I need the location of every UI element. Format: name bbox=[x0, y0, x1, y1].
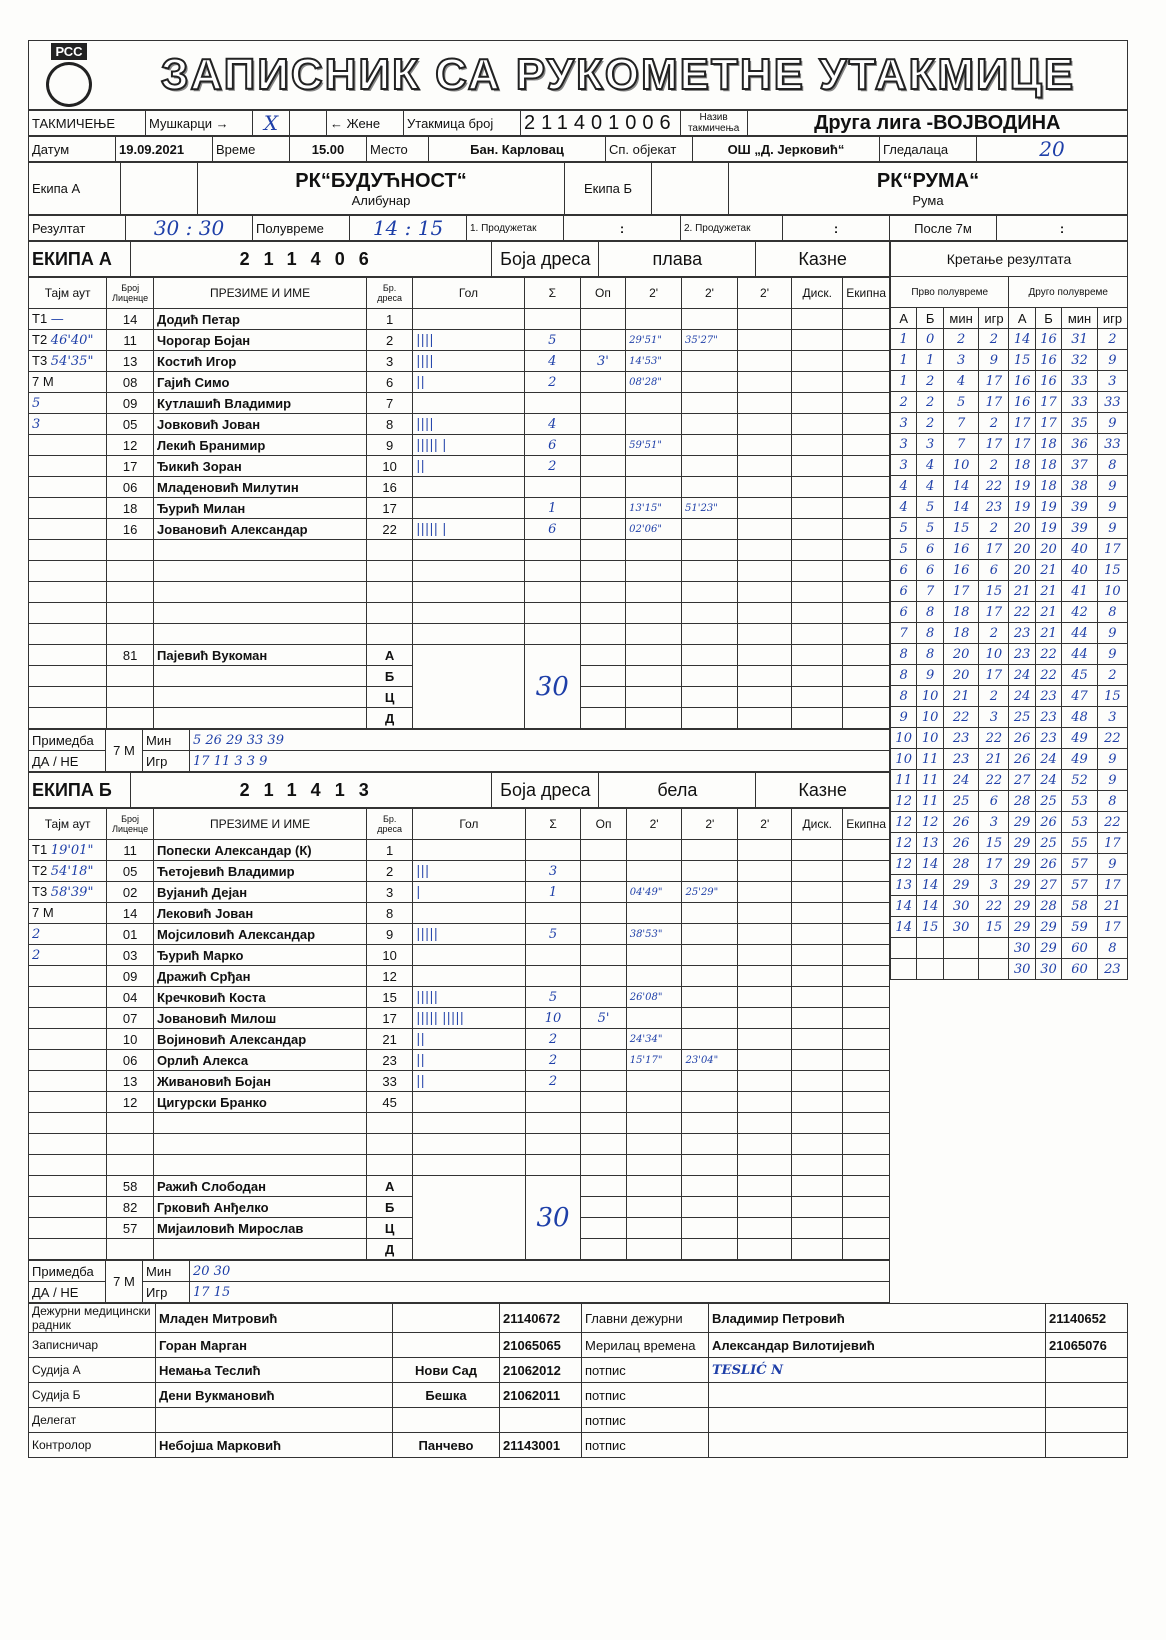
empty-row bbox=[29, 582, 890, 603]
player-row: 2 03 Ђурић Марко 10 bbox=[29, 945, 890, 966]
team-b-players: Тајм аут Број Лиценце ПРЕЗИМЕ И ИМЕ Бр. дреса Гол Σ Оп 2' 2' 2' Диск. Екипна T1 19'01" 11 Попески Александар (К) 1 T2 54'18" 05 Ћетојевић Владимир 2 ||| 3 T3 58'39" 02 Вујанић Дејан 3 | 1 04'49" 25'29" 7 M 14 Лековић Јован 8 2 01 Мојсиловић Александар 9 ||||| 5 38'53" 2 03 Ђурић Марко 10 09 Дражић Срђан 12 04 Кречковић Коста 15 ||||| 5 26'08" 07 Јовановић Милош 17 ||||| ||||| 10 5' 10 Војиновић Александар 21 || 2 24'34" 06 Орлић Алекса 23 || 2 15'17" 23'04" 13 Живановић Бојан 33 || 2 12 Цигурски Бранко 45 58 Ражић Слободан А 30 82 Грковић Анђелко Б 57 Мијаиловић Мирослав Ц Д bbox=[28, 808, 890, 1260]
competition-name-label: Назив такмичења bbox=[680, 111, 747, 136]
footer-row: Судија Б Дени Вукмановић Бешка 21062011 потпис bbox=[29, 1383, 1128, 1408]
footer-row: Судија А Немања Теслић Нови Сад 21062012 потпис TESLIĆ N bbox=[29, 1358, 1128, 1383]
empty-row bbox=[29, 603, 890, 624]
date-label: Датум bbox=[29, 137, 116, 162]
team-a-table bbox=[28, 241, 890, 277]
team-a-jersey: плава bbox=[599, 242, 756, 277]
player-row: T3 54'35" 13 Костић Игор 3 |||| 4 3' 14'53" bbox=[29, 351, 890, 372]
after7-value: : bbox=[997, 216, 1128, 241]
player-row: 10 Војиновић Александар 21 || 2 24'34" bbox=[29, 1029, 890, 1050]
progress-row: 10 11 23 21 26 24 49 9 bbox=[891, 749, 1128, 770]
team-a-note-label: Примедба bbox=[29, 730, 106, 751]
result-table bbox=[28, 215, 1128, 241]
women-label: ← Жене bbox=[327, 111, 404, 136]
progress-row: 5 5 15 2 20 19 39 9 bbox=[891, 518, 1128, 539]
progress-row: 9 10 22 3 25 23 48 3 bbox=[891, 707, 1128, 728]
team-a-code: 211406 bbox=[131, 242, 492, 277]
empty-row bbox=[29, 1113, 890, 1134]
team-b-cell bbox=[729, 163, 1128, 215]
progress-row: 3 2 7 2 17 17 35 9 bbox=[891, 413, 1128, 434]
progress-row: 3 4 10 2 18 18 37 8 bbox=[891, 455, 1128, 476]
info-table bbox=[28, 110, 1128, 136]
progress-row: 30 30 60 23 bbox=[891, 959, 1128, 980]
team-a-label: Екипа А bbox=[29, 163, 121, 215]
team-a-player-rows bbox=[29, 309, 890, 729]
team-b-7m-table: Примедба 7 М Мин 20 30 ДА / НЕ Игр 17 15 bbox=[28, 1260, 890, 1303]
col-disq: Диск. bbox=[792, 278, 843, 309]
progress-row: 8 8 20 10 23 22 44 9 bbox=[891, 644, 1128, 665]
time-label: Време bbox=[213, 137, 290, 162]
venue-value: ОШ „Д. Јерковић“ bbox=[693, 137, 880, 162]
total-goals: 30 bbox=[525, 1176, 581, 1260]
team-b-section-label: ЕКИПА Б bbox=[29, 773, 131, 808]
col-warning: Оп bbox=[580, 278, 625, 309]
col-license: Број Лиценце bbox=[107, 278, 154, 309]
progress-row: 1 1 3 9 15 16 32 9 bbox=[891, 350, 1128, 371]
official-row: Д bbox=[29, 1239, 890, 1260]
score-progress bbox=[890, 241, 1128, 1303]
col-team: Екипна bbox=[843, 278, 890, 309]
team-b-jersey: бела bbox=[599, 773, 756, 808]
player-row: 2 01 Мојсиловић Александар 9 ||||| 5 38'53" bbox=[29, 924, 890, 945]
footer-row: Делегат потпис bbox=[29, 1408, 1128, 1433]
player-row: 12 Лекић Бранимир 9 ||||| | 6 59'51" bbox=[29, 435, 890, 456]
empty-row bbox=[29, 624, 890, 645]
player-row: 12 Цигурски Бранко 45 bbox=[29, 1092, 890, 1113]
main-area bbox=[28, 241, 1128, 1303]
empty-row bbox=[29, 1155, 890, 1176]
team-a-name: РК“БУДУЋНОСТ“ bbox=[295, 169, 467, 192]
official-row: 58 Ражић Слободан А 30 bbox=[29, 1176, 890, 1197]
ot2-label: 2. Продужетак bbox=[681, 216, 783, 241]
player-row: 7 M 08 Гајић Симо 6 || 2 08'28" bbox=[29, 372, 890, 393]
ot1-label: 1. Продужетак bbox=[467, 216, 564, 241]
progress-row: 4 4 14 22 19 18 38 9 bbox=[891, 476, 1128, 497]
player-row: 16 Јовановић Александар 22 ||||| | 6 02'06" bbox=[29, 519, 890, 540]
col-p3: 2' bbox=[737, 278, 791, 309]
official-row: Б bbox=[29, 666, 890, 687]
progress-row: 10 10 23 22 26 23 49 22 bbox=[891, 728, 1128, 749]
player-row: T1 19'01" 11 Попески Александар (К) 1 bbox=[29, 840, 890, 861]
team-b-penalties-label: Казне bbox=[756, 773, 890, 808]
col-timeout: Тајм аут bbox=[29, 278, 107, 309]
progress-table bbox=[890, 241, 1128, 980]
first-half-label: Прво полувреме bbox=[891, 277, 1009, 308]
men-label: Мушкарци → bbox=[146, 111, 253, 136]
ot1-value: : bbox=[564, 216, 681, 241]
team-a-penalties-label: Казне bbox=[756, 242, 890, 277]
progress-row: 12 13 26 15 29 25 55 17 bbox=[891, 833, 1128, 854]
progress-row: 6 6 16 6 20 21 40 15 bbox=[891, 560, 1128, 581]
team-b-city: Рума bbox=[912, 192, 944, 208]
player-row: T2 46'40" 11 Чорогар Бојан 2 |||| 5 29'51" 35'27" bbox=[29, 330, 890, 351]
player-row: 06 Орлић Алекса 23 || 2 15'17" 23'04" bbox=[29, 1050, 890, 1071]
progress-row: 14 14 30 22 29 28 58 21 bbox=[891, 896, 1128, 917]
footer-row: Записничар Горан Марган 21065065 Мерилац времена Александар Вилотијевић 21065076 bbox=[29, 1333, 1128, 1358]
empty-row bbox=[29, 1134, 890, 1155]
officials-footer bbox=[28, 1303, 1128, 1458]
progress-row: 7 8 18 2 23 21 44 9 bbox=[891, 623, 1128, 644]
team-a-cell bbox=[198, 163, 565, 215]
footer-row: Дежурни медицински радник Младен Митровић 21140672 Главни дежурни Владимир Петровић 21140652 bbox=[29, 1304, 1128, 1333]
footer-row: Контролор Небојша Марковић Панчево 21143001 потпис bbox=[29, 1433, 1128, 1458]
progress-label: Кретање резултата bbox=[891, 242, 1128, 277]
match-no: 211401006 bbox=[521, 111, 681, 136]
spectators-value: 20 bbox=[977, 137, 1128, 162]
player-row: 13 Живановић Бојан 33 || 2 bbox=[29, 1071, 890, 1092]
player-row: 04 Кречковић Коста 15 ||||| 5 26'08" bbox=[29, 987, 890, 1008]
progress-row: 5 6 16 17 20 20 40 17 bbox=[891, 539, 1128, 560]
team-b-label: Екипа Б bbox=[565, 163, 652, 215]
progress-row: 1 0 2 2 14 16 31 2 bbox=[891, 329, 1128, 350]
empty-row bbox=[29, 540, 890, 561]
progress-row: 2 2 5 17 16 17 33 33 bbox=[891, 392, 1128, 413]
competition-label: ТАКМИЧЕЊЕ bbox=[29, 111, 146, 136]
federation-logo bbox=[29, 43, 109, 107]
official-row: Ц bbox=[29, 687, 890, 708]
handball-icon bbox=[46, 62, 92, 107]
team-b-min-values: 20 30 bbox=[190, 1261, 890, 1282]
team-a-igr-label: Игр bbox=[143, 751, 190, 772]
progress-row: 12 14 28 17 29 26 57 9 bbox=[891, 854, 1128, 875]
player-row: T3 58'39" 02 Вујанић Дејан 3 | 1 04'49" 25'29" bbox=[29, 882, 890, 903]
team-a-igr-values: 17 11 3 3 9 bbox=[190, 751, 890, 772]
team-a-section-label: ЕКИПА А bbox=[29, 242, 131, 277]
team-b-yes-no[interactable]: ДА / НЕ bbox=[29, 1282, 106, 1303]
player-row: 7 M 14 Лековић Јован 8 bbox=[29, 903, 890, 924]
progress-row: 13 14 29 3 29 27 57 17 bbox=[891, 875, 1128, 896]
col-p2: 2' bbox=[682, 278, 738, 309]
player-row: 07 Јовановић Милош 17 ||||| ||||| 10 5' bbox=[29, 1008, 890, 1029]
time-value: 15.00 bbox=[290, 137, 367, 162]
empty-row bbox=[29, 561, 890, 582]
total-goals: 30 bbox=[524, 645, 580, 729]
progress-row: 11 11 24 22 27 24 52 9 bbox=[891, 770, 1128, 791]
team-a-7m-label: 7 М bbox=[106, 730, 143, 772]
ot2-value: : bbox=[783, 216, 890, 241]
half-label: Полувреме bbox=[253, 216, 350, 241]
team-a-min-label: Мин bbox=[143, 730, 190, 751]
player-row: T1 — 14 Додић Петар 1 bbox=[29, 309, 890, 330]
team-a-min-values: 5 26 29 33 39 bbox=[190, 730, 890, 751]
player-row: 17 Ђикић Зоран 10 || 2 bbox=[29, 456, 890, 477]
progress-row: 12 12 26 3 29 26 53 22 bbox=[891, 812, 1128, 833]
col-sum: Σ bbox=[524, 278, 580, 309]
official-row: 57 Мијаиловић Мирослав Ц bbox=[29, 1218, 890, 1239]
spectators-label: Гледалаца bbox=[880, 137, 977, 162]
team-b-igr-values: 17 15 bbox=[190, 1282, 890, 1303]
team-b-jersey-label: Боја дреса bbox=[492, 773, 599, 808]
venue-label: Сп. објекат bbox=[606, 137, 693, 162]
date-value: 19.09.2021 bbox=[116, 137, 213, 162]
result-value: 30 : 30 bbox=[126, 216, 253, 241]
player-row: 06 Младеновић Милутин 16 bbox=[29, 477, 890, 498]
team-b-table bbox=[28, 772, 890, 808]
player-row: 18 Ђурић Милан 17 1 13'15" 51'23" bbox=[29, 498, 890, 519]
progress-row: 1 2 4 17 16 16 33 3 bbox=[891, 371, 1128, 392]
logo-text: РСС bbox=[51, 43, 86, 60]
col-jersey: Бр. дреса bbox=[367, 278, 413, 309]
team-b-name: РК“РУМА“ bbox=[876, 169, 980, 192]
player-row: 09 Дражић Срђан 12 bbox=[29, 966, 890, 987]
match-report-sheet bbox=[28, 40, 1128, 1458]
col-goal: Гол bbox=[413, 278, 525, 309]
official-row: Д bbox=[29, 708, 890, 729]
official-row: 82 Грковић Анђелко Б bbox=[29, 1197, 890, 1218]
men-mark[interactable]: X bbox=[253, 111, 290, 136]
page-title: ЗАПИСНИК СА РУКОМЕТНЕ УТАКМИЦЕ bbox=[160, 50, 1076, 99]
progress-row: 6 7 17 15 21 21 41 10 bbox=[891, 581, 1128, 602]
team-b-code: 211413 bbox=[131, 773, 492, 808]
half-value: 14 : 15 bbox=[350, 216, 467, 241]
progress-row: 4 5 14 23 19 19 39 9 bbox=[891, 497, 1128, 518]
progress-row: 12 11 25 6 28 25 53 8 bbox=[891, 791, 1128, 812]
col-p1: 2' bbox=[626, 278, 682, 309]
teams-table bbox=[28, 162, 1128, 215]
match-no-label: Утакмица број bbox=[404, 111, 521, 136]
progress-row: 3 3 7 17 17 18 36 33 bbox=[891, 434, 1128, 455]
progress-row: 6 8 18 17 22 21 42 8 bbox=[891, 602, 1128, 623]
team-a-yes-no[interactable]: ДА / НЕ bbox=[29, 751, 106, 772]
player-row: 5 09 Кутлашић Владимир 7 bbox=[29, 393, 890, 414]
after7-label: После 7м bbox=[890, 216, 997, 241]
second-half-label: Друго полувреме bbox=[1009, 277, 1128, 308]
player-row: T2 54'18" 05 Ћетојевић Владимир 2 ||| 3 bbox=[29, 861, 890, 882]
team-a-jersey-label: Боја дреса bbox=[492, 242, 599, 277]
report-header bbox=[28, 40, 1128, 110]
progress-row: 8 9 20 17 24 22 45 2 bbox=[891, 665, 1128, 686]
progress-row: 30 29 60 8 bbox=[891, 938, 1128, 959]
team-a-7m-table bbox=[28, 729, 890, 772]
team-b-player-rows bbox=[29, 840, 890, 1260]
place-label: Место bbox=[367, 137, 429, 162]
teams-area bbox=[28, 241, 890, 1303]
competition-name: Друга лига -ВОЈВОДИНА bbox=[747, 111, 1127, 136]
col-name: ПРЕЗИМЕ И ИМЕ bbox=[154, 278, 367, 309]
progress-rows: А Б мин игр А Б мин игр 1 0 2 2 14 16 31 2 1 1 3 9 15 16 32 9 1 2 4 17 16 16 33 3 2 2 5 17 16 17 33 33 3 2 7 2 17 17 35 9 3 3 7 17 17 18 36 33 3 4 10 2 18 18 37 8 4 4 14 22 19 18 38 9 4 5 14 23 19 19 39 9 5 5 15 2 20 19 39 9 5 6 16 17 20 20 40 17 6 6 16 6 20 21 40 15 6 7 17 15 21 21 41 10 6 8 18 17 22 21 42 8 7 8 18 2 23 21 44 9 8 8 20 10 23 22 44 9 8 9 20 17 24 22 45 2 8 10 21 2 24 23 47 15 9 10 22 3 25 23 48 3 10 10 23 22 26 23 49 22 10 11 23 21 26 24 49 9 11 11 24 22 27 24 52 9 12 11 25 6 28 25 53 8 12 12 26 3 29 26 53 22 12 13 26 15 29 25 55 17 12 14 28 17 29 26 57 9 13 14 29 3 29 27 57 17 14 14 30 22 29 28 58 21 14 15 30 15 29 29 59 17 30 29 60 8 30 30 60 23 bbox=[891, 308, 1128, 980]
player-row: 3 05 Јовковић Јован 8 |||| 4 bbox=[29, 414, 890, 435]
progress-row: 14 15 30 15 29 29 59 17 bbox=[891, 917, 1128, 938]
date-table bbox=[28, 136, 1128, 162]
official-row: 81 Пајевић Вукоман А 30 bbox=[29, 645, 890, 666]
result-label: Резултат bbox=[29, 216, 126, 241]
team-a-players bbox=[28, 277, 890, 729]
progress-row: 8 10 21 2 24 23 47 15 bbox=[891, 686, 1128, 707]
team-a-city: Алибунар bbox=[351, 192, 411, 208]
place-value: Бан. Карловац bbox=[429, 137, 606, 162]
